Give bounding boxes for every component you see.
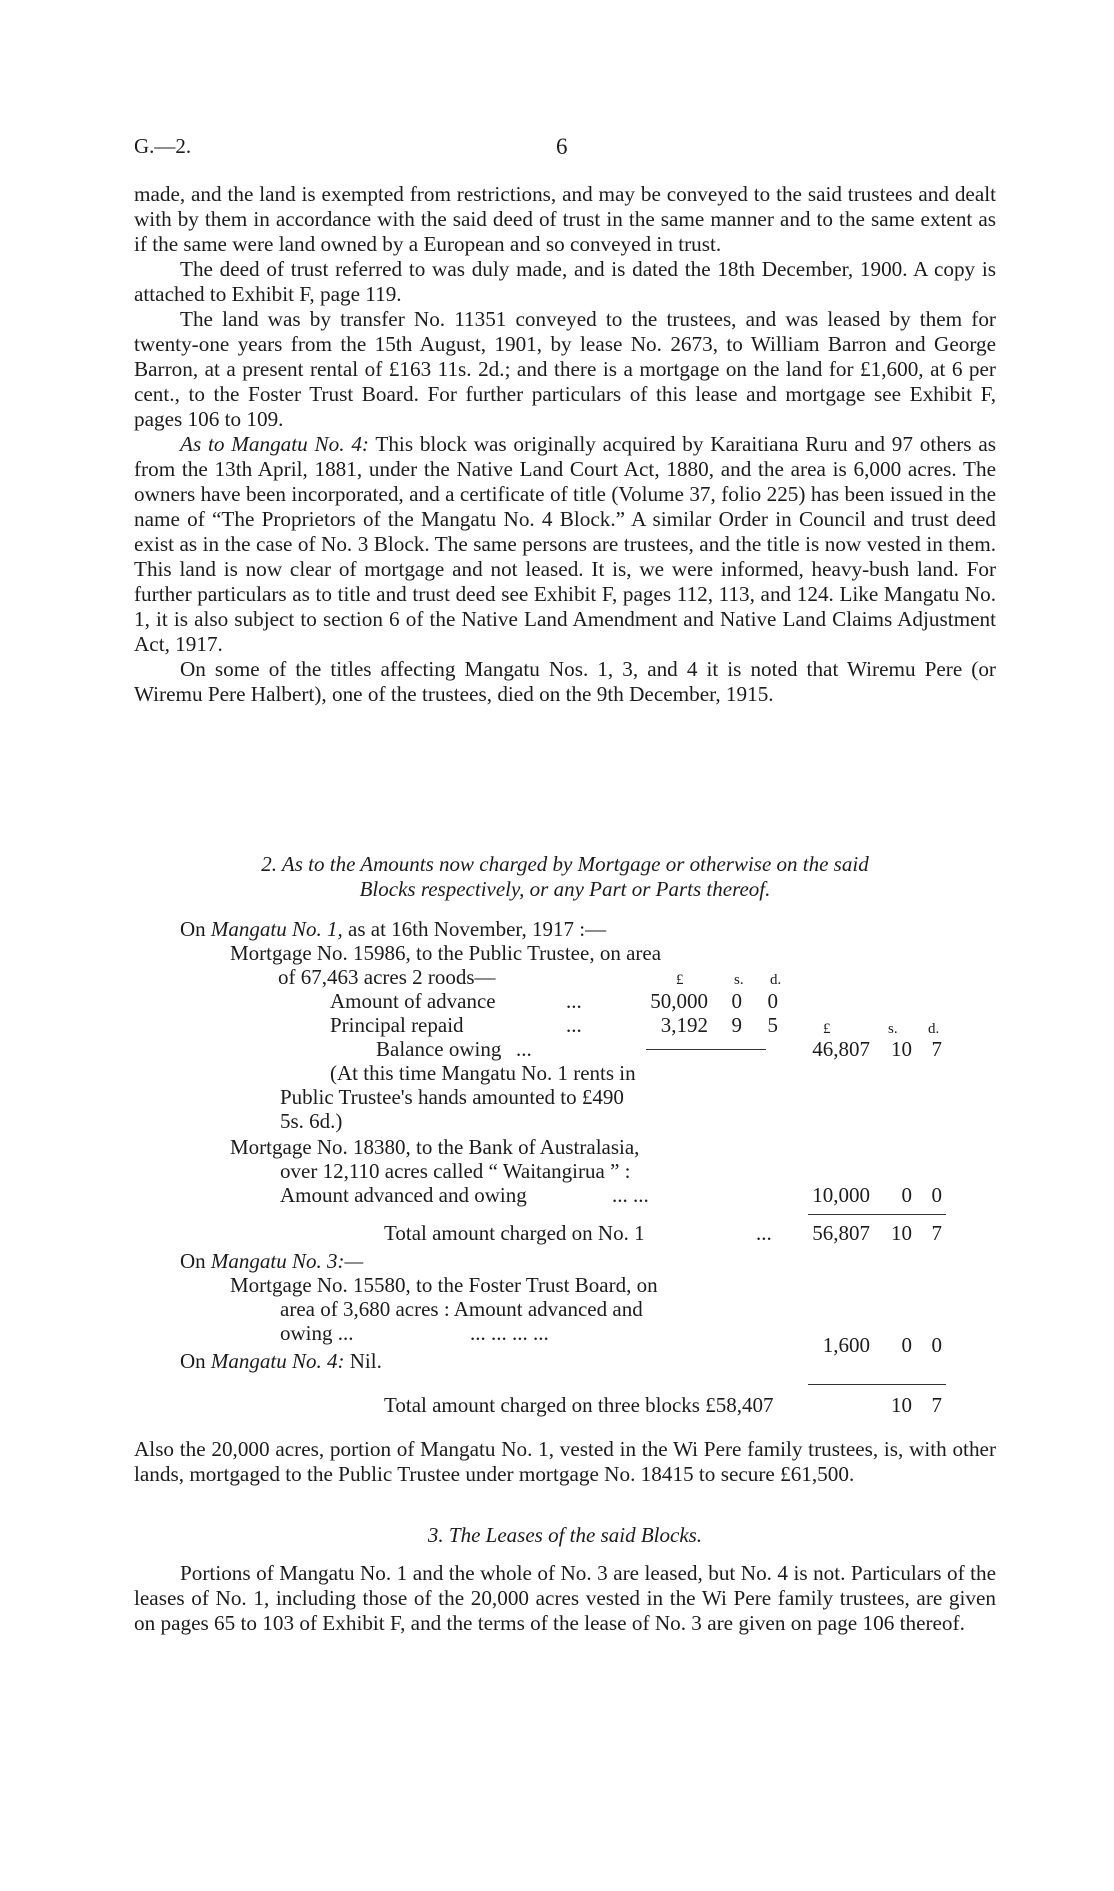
main-text (134, 182, 996, 707)
balance-d: 7 (931, 1037, 942, 1061)
mangatu-4-lead: As to Mangatu No. 4: (180, 432, 369, 456)
subtotal-rule (646, 1049, 766, 1050)
rents-line3: 5s. 6d.) (280, 1109, 343, 1133)
mortgage-3-pounds: 1,600 (822, 1333, 870, 1357)
total-all-d: 7 (931, 1393, 942, 1417)
mangatu-1-date: as at 16th November, 1917 :— (348, 917, 607, 941)
paragraph-continuation: made, and the land is exempted from restrictions, and may be conveyed to the said trustees and dealt with by them in accordance with the said deed of trust in the same manner and to the same extent as if the same were land owned by a European and so conveyed in trust. (134, 182, 996, 256)
mangatu-4-text: This block was originally acquired by Karaitiana Ruru and 97 others as from the 13th April, 1881, under the Native Land Court Act, 1880, and the area is 6,000 acres. The owners have been incorporated, and a certificate of title (Volume 37, folio 225) has been issued in the name of “The Proprietors of the Mangatu No. 4 Block.” A similar Order in Council and trust deed exist as in the case of No. 3 Block. The same persons are trustees, and the title is now vested in them. This land is now clear of mortgage and not leased. It is, we were informed, heavy-bush land. For further particulars as to title and trust deed see Exhibit F, pages 112, 113, and 124. Like Mangatu No. 1, it is also subject to section 6 of the Native Land Amendment and Native Land Claims Adjustment Act, 1917. (134, 432, 996, 656)
paragraph-deed-of-trust: The deed of trust referred to was duly made, and is dated the 18th December, 1900. A copy is attached to Exhibit F, page 119. (134, 257, 996, 306)
section-3-body (134, 1561, 996, 1636)
total-1-s: 10 (891, 1221, 912, 1245)
advance-s: 0 (731, 989, 742, 1013)
mortgage-2-line2: over 12,110 acres called “ Waitangirua ” : (280, 1159, 631, 1183)
mortgage-1-line1: Mortgage No. 15986, to the Public Trustee, on area (230, 941, 662, 965)
advance-pounds: 50,000 (650, 989, 708, 1013)
total-1-dots: ... (756, 1221, 772, 1245)
page-number: 6 (556, 134, 568, 159)
mortgage-3-dots: ... ... ... ... (470, 1321, 549, 1345)
total-1-rule (808, 1214, 946, 1215)
repaid-s: 9 (731, 1013, 742, 1037)
series-code: G.—2. (134, 134, 192, 158)
col-pound-header-2: £ (823, 1021, 831, 1037)
total-all-rule (808, 1384, 946, 1385)
section-3-text: Portions of Mangatu No. 1 and the whole of No. 3 are leased, but No. 4 is not. Particulars of the leases of No. 1, including those of the 20,000 acres vested in the Wi Pere family trustees, are given on pages 65 to 103 of Exhibit F, and the terms of the lease of No. 3 are given on page 106 thereof. (134, 1561, 996, 1635)
paragraph-mangatu-4 (134, 432, 996, 657)
balance-dots: ... (516, 1037, 532, 1061)
advance-dots: ... (566, 989, 582, 1013)
section-2-heading-line2: Blocks respectively, or any Part or Parts thereof. (359, 877, 771, 901)
on-mangatu-4-line: On Mangatu No. 4: Nil. (180, 1349, 382, 1373)
mortgage-3-line2: area of 3,680 acres : Amount advanced and (280, 1297, 643, 1321)
paragraph-wiremu-pere: On some of the titles affecting Mangatu Nos. 1, 3, and 4 it is noted that Wiremu Pere (or Wiremu Pere Halbert), one of the trustees, died on the 9th December, 1915. (134, 657, 996, 706)
repaid-d: 5 (767, 1013, 778, 1037)
mortgage-2-dots: ... ... (612, 1183, 649, 1207)
advance-label: Amount of advance (330, 989, 496, 1013)
mortgage-2-d: 0 (931, 1183, 942, 1207)
col-d-header-2: d. (928, 1021, 940, 1037)
paragraph-transfer: The land was by transfer No. 11351 conveyed to the trustees, and was leased by them for twenty-one years from the 15th August, 1901, by lease No. 2673, to William Barron and George Barron, at a present rental of £163 11s. 2d.; and there is a mortgage on the land for £1,600, at 6 per cent., to the Foster Trust Board. For further particulars of this lease and mortgage see Exhibit F, pages 106 to 109. (134, 307, 996, 431)
mangatu-3-name: Mangatu No. 3:— (210, 1249, 364, 1273)
balance-pounds: 46,807 (812, 1037, 870, 1061)
total-1-d: 7 (931, 1221, 942, 1245)
col-d-header-1: d. (770, 972, 782, 988)
mortgage-2-line1: Mortgage No. 18380, to the Bank of Australasia, (230, 1135, 640, 1159)
repaid-dots: ... (566, 1013, 582, 1037)
mortgage-2-line3: Amount advanced and owing (280, 1183, 527, 1207)
section-2-heading (134, 852, 996, 902)
on-mangatu-1-line (180, 917, 606, 942)
rents-line1: (At this time Mangatu No. 1 rents in (330, 1061, 636, 1085)
section-3-heading: 3. The Leases of the said Blocks. (427, 1523, 703, 1547)
mortgage-3-line1: Mortgage No. 15580, to the Foster Trust Board, on (230, 1273, 658, 1297)
total-all-s: 10 (891, 1393, 912, 1417)
mortgage-1-line2: of 67,463 acres 2 roods— (278, 965, 496, 989)
col-s-header-2: s. (888, 1021, 898, 1037)
mortgage-2-s: 0 (901, 1183, 912, 1207)
mortgage-3-line3: owing ... (280, 1321, 354, 1345)
col-s-header-1: s. (734, 972, 744, 988)
mortgage-3-s: 0 (901, 1333, 912, 1357)
rents-line2: Public Trustee's hands amounted to £490 (280, 1085, 624, 1109)
section-2-heading-line1: 2. As to the Amounts now charged by Mortgage or otherwise on the said (261, 852, 869, 876)
also-paragraph-text: Also the 20,000 acres, portion of Mangatu No. 1, vested in the Wi Pere family trustees, is, with other lands, mortgaged to the Public Trustee under mortgage No. 18415 to secure £61,500. (134, 1437, 996, 1486)
mortgage-3-d: 0 (931, 1333, 942, 1357)
mortgage-2-pounds: 10,000 (812, 1183, 870, 1207)
balance-s: 10 (891, 1037, 912, 1061)
mangatu-1-name: Mangatu No. 1, (210, 917, 343, 941)
repaid-label: Principal repaid (330, 1013, 464, 1037)
repaid-pounds: 3,192 (660, 1013, 708, 1037)
advance-d: 0 (767, 989, 778, 1013)
total-all-label: Total amount charged on three blocks £58,407 (384, 1393, 774, 1417)
on-mangatu-3-line: On Mangatu No. 3:— (180, 1249, 364, 1273)
balance-label: Balance owing (376, 1037, 502, 1061)
mangatu-4-nil: Nil. (349, 1349, 382, 1373)
total-1-label: Total amount charged on No. 1 (384, 1221, 645, 1245)
col-pound-header-1: £ (676, 972, 684, 988)
also-paragraph (134, 1437, 996, 1487)
total-1-pounds: 56,807 (812, 1221, 870, 1245)
mangatu-4-name: Mangatu No. 4: (210, 1349, 345, 1373)
on-prefix: On (180, 917, 206, 941)
